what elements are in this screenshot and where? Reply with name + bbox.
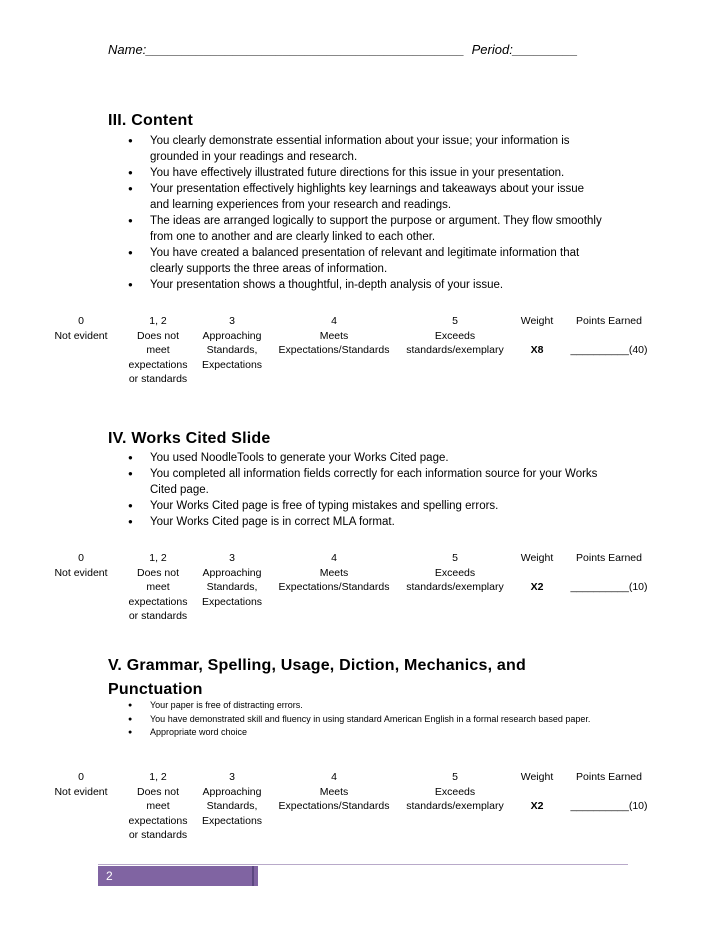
scale-col-4: 4 Meets Expectations/Standards xyxy=(278,315,390,357)
list-item: ● Your paper is free of distracting errors. xyxy=(126,699,606,713)
weight-col: Weight X8 xyxy=(514,314,560,358)
scale-col-5: 5 Exceeds standards/exemplary xyxy=(406,315,504,357)
list-item: ● You used NoodleTools to generate your Works Cited page. xyxy=(126,450,606,466)
section-title-grammar: V. Grammar, Spelling, Usage, Diction, Mechanics, and Punctuation xyxy=(108,657,526,698)
weight-col: Weight X2 xyxy=(514,770,560,814)
scale-col-3: 3 Approaching Standards, Expectations xyxy=(201,771,263,827)
scale-col-1-2: 1, 2 Does not meet expectations or standards xyxy=(128,771,188,842)
scale-col-0: 0 Not evident xyxy=(54,771,108,798)
list-item: ● Appropriate word choice xyxy=(126,726,606,740)
scale-col-3: 3 Approaching Standards, Expectations xyxy=(201,552,263,608)
section-title-content: III. Content xyxy=(108,112,194,129)
weight-value: X2 xyxy=(530,800,544,813)
list-item: ● You have demonstrated skill and fluency in using standard American English in a formal research based paper. xyxy=(126,713,606,727)
scale-col-0: 0 Not evident xyxy=(54,315,108,342)
points-col: Points Earned __________(10) xyxy=(566,551,652,595)
rubric-scale-grammar xyxy=(0,770,728,850)
points-earned-field: __________(10) xyxy=(570,800,648,813)
section-title-works-cited: IV. Works Cited Slide xyxy=(108,430,271,447)
points-earned-field: __________(40) xyxy=(570,344,648,357)
name-period-line: Name:____________________________________________ Period:_________ xyxy=(108,42,578,57)
works-cited-criteria-list xyxy=(126,450,606,530)
weight-col: Weight X2 xyxy=(514,551,560,595)
scale-col-5: 5 Exceeds standards/exemplary xyxy=(406,552,504,594)
list-item: ● You completed all information fields correctly for each information source for your Works Cited page. xyxy=(126,466,606,498)
scale-col-0: 0 Not evident xyxy=(54,552,108,579)
list-item: ● You have created a balanced presentation of relevant and legitimate information that clearly supports the three areas of information. xyxy=(126,245,606,277)
grammar-criteria-list xyxy=(126,699,606,740)
list-item: ● Your Works Cited page is free of typing mistakes and spelling errors. xyxy=(126,498,606,514)
content-criteria-list xyxy=(126,133,606,293)
list-item: ● The ideas are arranged logically to support the purpose or argument. They flow smoothly from one to another and are clearly linked to each other. xyxy=(126,213,606,245)
scale-col-4: 4 Meets Expectations/Standards xyxy=(278,771,390,813)
list-item: ● You have effectively illustrated future directions for this issue in your presentation. xyxy=(126,165,606,181)
list-item: ● Your presentation effectively highlights key learnings and takeaways about your issue and learning experiences from your research and readings. xyxy=(126,181,606,213)
scale-col-5: 5 Exceeds standards/exemplary xyxy=(406,771,504,813)
list-item: ● You clearly demonstrate essential information about your issue; your information is grounded in your readings and research. xyxy=(126,133,606,165)
points-col: Points Earned __________(40) xyxy=(566,314,652,358)
points-earned-field: __________(10) xyxy=(570,581,648,594)
rubric-scale-works-cited xyxy=(0,551,728,631)
rubric-scale-content xyxy=(0,314,728,394)
list-item: ● Your Works Cited page is in correct MLA format. xyxy=(126,514,606,530)
scale-col-4: 4 Meets Expectations/Standards xyxy=(278,552,390,594)
page-number: 2 xyxy=(98,866,258,886)
scale-col-1-2: 1, 2 Does not meet expectations or standards xyxy=(128,552,188,623)
weight-value: X8 xyxy=(530,344,544,357)
weight-value: X2 xyxy=(530,581,544,594)
scale-col-3: 3 Approaching Standards, Expectations xyxy=(201,315,263,371)
scale-col-1-2: 1, 2 Does not meet expectations or standards xyxy=(128,315,188,386)
list-item: ● Your presentation shows a thoughtful, in-depth analysis of your issue. xyxy=(126,277,606,293)
points-col: Points Earned __________(10) xyxy=(566,770,652,814)
footer-divider xyxy=(98,864,628,865)
